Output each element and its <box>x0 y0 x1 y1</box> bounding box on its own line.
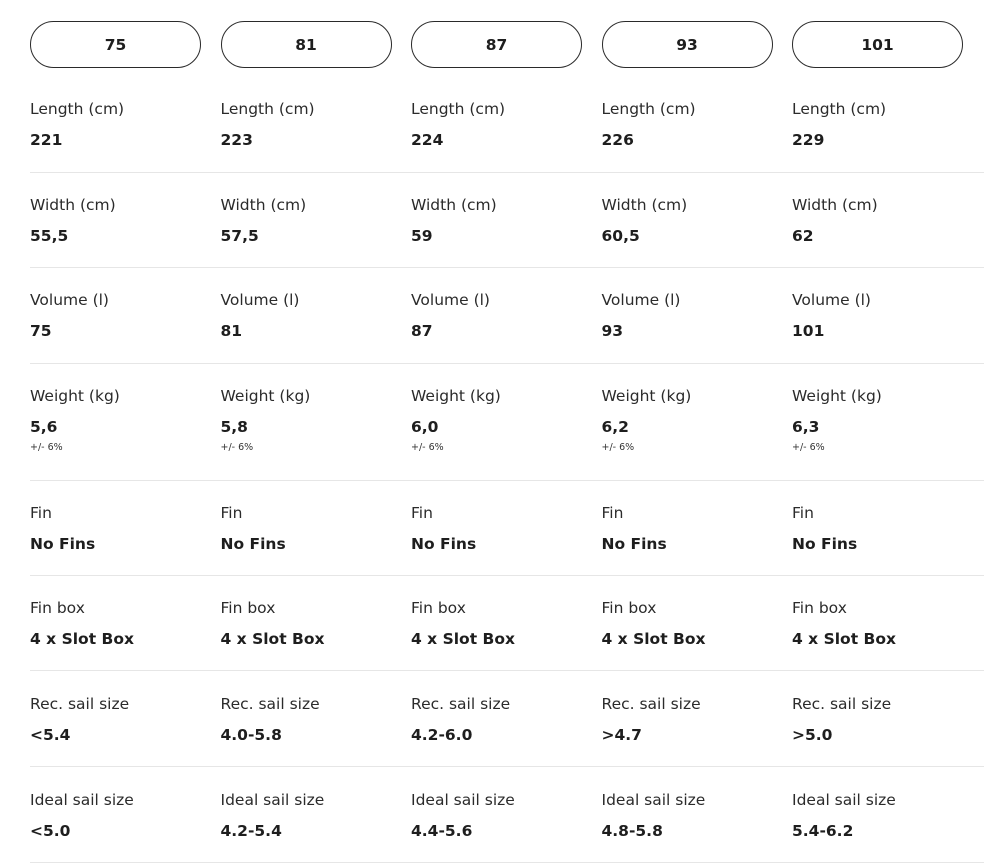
spec-cell <box>411 598 596 649</box>
spec-label: Weight (kg) <box>601 387 692 405</box>
spec-cell <box>792 694 977 745</box>
spec-value: 4 x Slot Box <box>220 630 325 648</box>
spec-label: Fin <box>30 504 52 522</box>
spec-label: Weight (kg) <box>220 387 311 405</box>
spec-cell <box>411 386 596 454</box>
tab-volume-87[interactable]: 87 <box>411 21 582 68</box>
spec-value: No Fins <box>601 535 667 553</box>
spec-cell <box>602 598 787 649</box>
spec-value: 4.0-5.8 <box>220 726 282 744</box>
spec-label: Rec. sail size <box>792 695 892 713</box>
spec-value: 4.2-6.0 <box>411 726 473 744</box>
spec-value: 6,0 <box>411 418 439 436</box>
spec-label: Rec. sail size <box>220 695 320 713</box>
spec-cell <box>30 598 215 649</box>
spec-label: Volume (l) <box>792 291 871 309</box>
spec-value: 4 x Slot Box <box>601 630 706 648</box>
spec-cell <box>221 386 406 454</box>
spec-label: Volume (l) <box>220 291 300 309</box>
spec-value: >5.0 <box>792 726 833 744</box>
spec-label: Rec. sail size <box>30 695 130 713</box>
spec-cell <box>411 503 596 554</box>
spec-label: Volume (l) <box>30 291 109 309</box>
spec-value: No Fins <box>220 535 286 553</box>
spec-cell <box>792 503 977 554</box>
row-divider <box>30 267 984 268</box>
spec-label: Rec. sail size <box>411 695 511 713</box>
spec-label: Ideal sail size <box>411 791 515 809</box>
spec-value: No Fins <box>792 535 858 553</box>
spec-value: No Fins <box>411 535 477 553</box>
spec-cell <box>792 99 977 150</box>
spec-value: 224 <box>411 131 444 149</box>
spec-label: Fin <box>601 504 624 522</box>
row-divider <box>30 575 984 576</box>
spec-label: Fin box <box>792 599 847 617</box>
spec-label: Length (cm) <box>220 100 315 118</box>
spec-value: 62 <box>792 227 814 245</box>
spec-cell <box>221 790 406 841</box>
row-divider <box>30 172 984 173</box>
spec-cell <box>30 386 215 454</box>
row-divider <box>30 766 984 767</box>
spec-label: Weight (kg) <box>792 387 882 405</box>
spec-value: 223 <box>220 131 253 149</box>
spec-cell <box>602 503 787 554</box>
spec-value: 226 <box>601 131 634 149</box>
spec-label: Fin box <box>411 599 466 617</box>
spec-value: 221 <box>30 131 63 149</box>
spec-cell <box>30 290 215 341</box>
spec-label: Weight (kg) <box>30 387 120 405</box>
spec-label: Ideal sail size <box>601 791 706 809</box>
spec-cell <box>602 386 787 454</box>
spec-label: Rec. sail size <box>601 695 701 713</box>
tab-volume-75[interactable]: 75 <box>30 21 201 68</box>
spec-label: Ideal sail size <box>30 791 134 809</box>
spec-cell <box>792 195 977 246</box>
spec-value: 101 <box>792 322 825 340</box>
spec-cell <box>221 598 406 649</box>
spec-value: 5.4-6.2 <box>792 822 854 840</box>
spec-label: Fin <box>411 504 433 522</box>
spec-value: <5.0 <box>30 822 71 840</box>
spec-cell <box>221 290 406 341</box>
spec-label: Fin box <box>30 599 85 617</box>
row-divider <box>30 862 984 863</box>
spec-value: 75 <box>30 322 52 340</box>
spec-note: +/- 6% <box>411 442 444 453</box>
spec-cell <box>602 694 787 745</box>
spec-cell <box>221 694 406 745</box>
spec-value: 60,5 <box>601 227 640 245</box>
spec-label: Fin <box>792 504 814 522</box>
spec-cell <box>792 290 977 341</box>
spec-label: Length (cm) <box>30 100 125 118</box>
spec-cell <box>602 195 787 246</box>
spec-cell <box>792 790 977 841</box>
spec-note: +/- 6% <box>601 442 635 453</box>
spec-label: Ideal sail size <box>220 791 325 809</box>
spec-note: +/- 6% <box>792 442 825 453</box>
spec-label: Fin box <box>601 599 657 617</box>
spec-cell <box>411 290 596 341</box>
spec-label: Width (cm) <box>411 196 497 214</box>
spec-cell <box>602 99 787 150</box>
spec-label: Width (cm) <box>220 196 307 214</box>
spec-value: 4.4-5.6 <box>411 822 473 840</box>
spec-label: Volume (l) <box>411 291 490 309</box>
spec-value: <5.4 <box>30 726 71 744</box>
tab-volume-101[interactable]: 101 <box>792 21 963 68</box>
spec-value: 81 <box>220 322 243 340</box>
spec-label: Fin box <box>220 599 276 617</box>
row-divider <box>30 670 984 671</box>
spec-value: 55,5 <box>30 227 69 245</box>
spec-cell <box>221 195 406 246</box>
spec-value: 5,6 <box>30 418 58 436</box>
spec-cell <box>411 694 596 745</box>
spec-label: Length (cm) <box>411 100 506 118</box>
spec-value: 229 <box>792 131 825 149</box>
spec-note: +/- 6% <box>220 442 254 453</box>
row-divider <box>30 363 984 364</box>
spec-value: >4.7 <box>601 726 642 744</box>
spec-cell <box>30 195 215 246</box>
spec-label: Width (cm) <box>601 196 688 214</box>
spec-note: +/- 6% <box>30 442 63 453</box>
spec-label: Width (cm) <box>30 196 116 214</box>
spec-value: 4.2-5.4 <box>220 822 282 840</box>
spec-cell <box>411 790 596 841</box>
spec-label: Length (cm) <box>601 100 696 118</box>
spec-cell <box>792 386 977 454</box>
spec-value: 4 x Slot Box <box>30 630 134 648</box>
spec-cell <box>411 99 596 150</box>
spec-value: 4.8-5.8 <box>601 822 663 840</box>
row-divider <box>30 480 984 481</box>
spec-cell <box>30 694 215 745</box>
spec-label: Width (cm) <box>792 196 878 214</box>
volume-tabs <box>30 21 990 68</box>
spec-label: Volume (l) <box>601 291 681 309</box>
spec-value: 6,2 <box>601 418 629 436</box>
spec-label: Ideal sail size <box>792 791 896 809</box>
spec-value: No Fins <box>30 535 96 553</box>
spec-cell <box>792 598 977 649</box>
spec-label: Weight (kg) <box>411 387 501 405</box>
tab-volume-81[interactable]: 81 <box>221 21 392 68</box>
spec-label: Length (cm) <box>792 100 887 118</box>
spec-value: 4 x Slot Box <box>792 630 896 648</box>
spec-value: 5,8 <box>220 418 248 436</box>
spec-cell <box>30 503 215 554</box>
spec-value: 87 <box>411 322 433 340</box>
spec-cell <box>221 503 406 554</box>
spec-cell <box>221 99 406 150</box>
spec-cell <box>30 790 215 841</box>
spec-label: Fin <box>220 504 243 522</box>
spec-cell <box>30 99 215 150</box>
spec-value: 6,3 <box>792 418 820 436</box>
spec-value: 57,5 <box>220 227 259 245</box>
spec-value: 4 x Slot Box <box>411 630 515 648</box>
spec-cell <box>411 195 596 246</box>
tab-volume-93[interactable]: 93 <box>602 21 773 68</box>
spec-value: 93 <box>601 322 624 340</box>
spec-value: 59 <box>411 227 433 245</box>
spec-cell <box>602 290 787 341</box>
spec-cell <box>602 790 787 841</box>
